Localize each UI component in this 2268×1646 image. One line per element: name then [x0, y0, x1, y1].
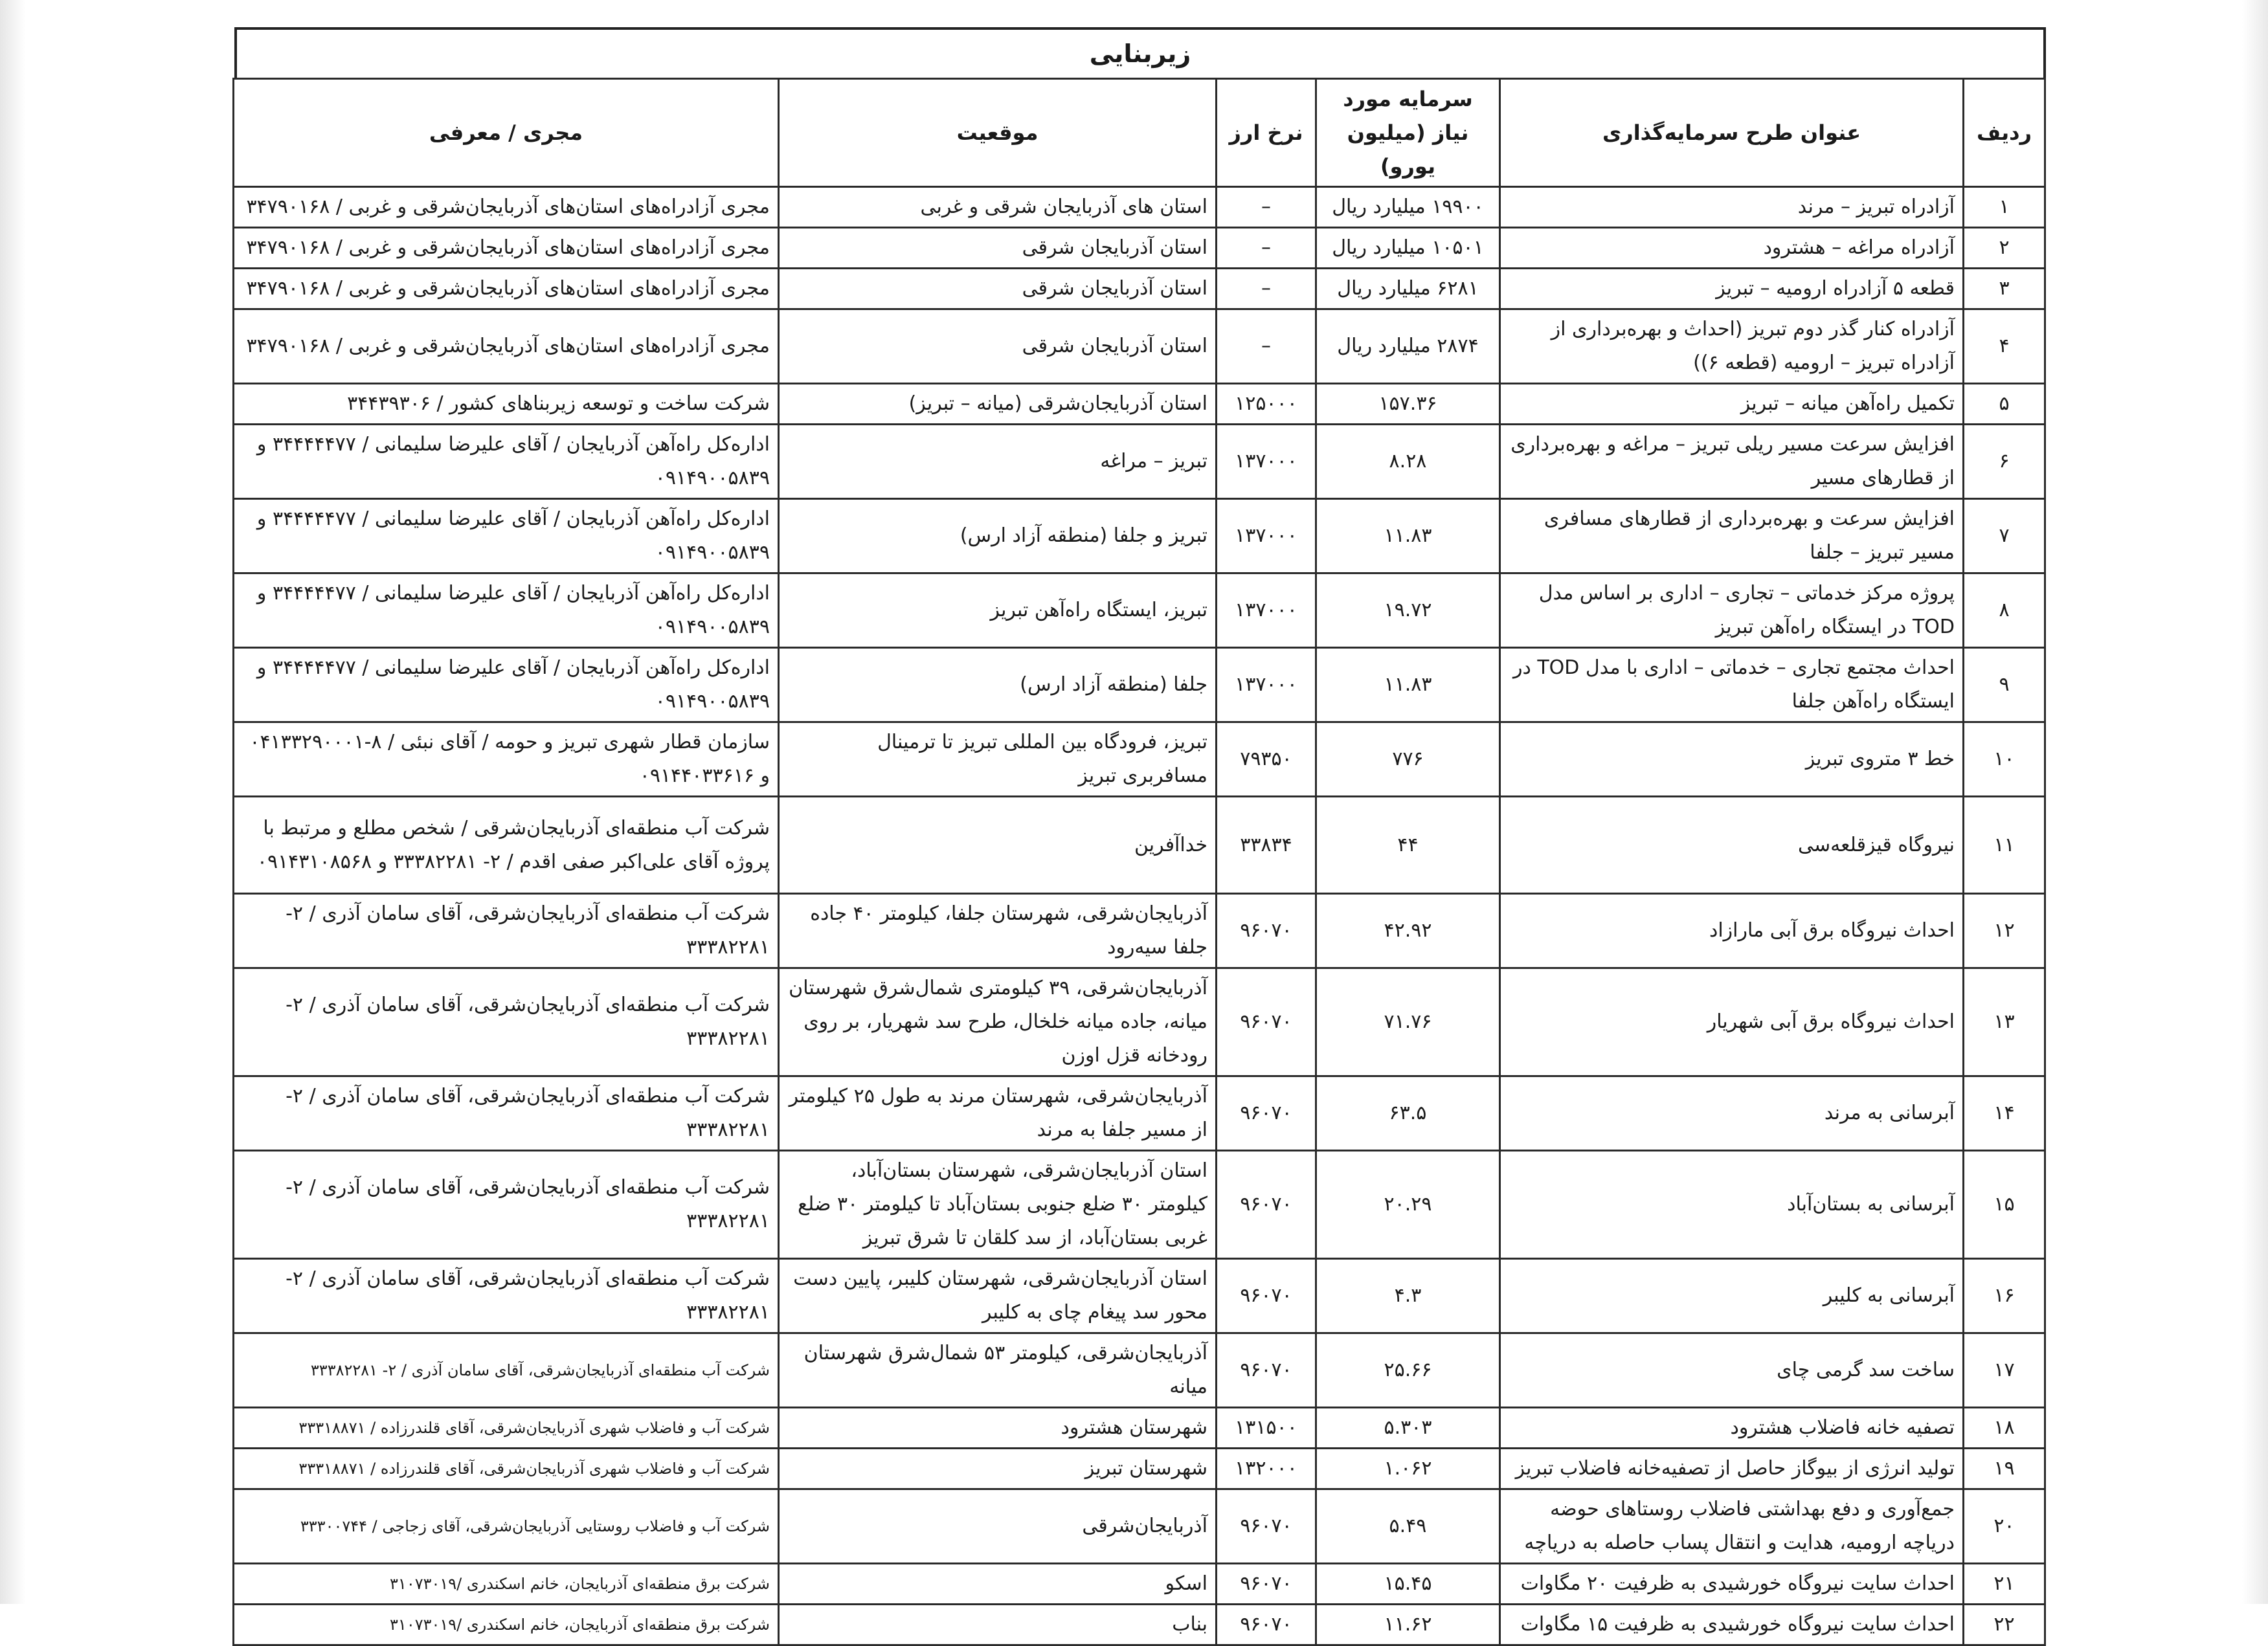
- project-title-cell: تولید انرژی از بیوگاز حاصل از تصفیه‌خانه فاضلاب تبریز: [1500, 1449, 1964, 1489]
- required-capital-cell: ۴۲.۹۲: [1316, 894, 1500, 968]
- table-row: [234, 499, 2045, 573]
- location-cell: اسکو: [779, 1564, 1217, 1605]
- row-number-cell: ۱۶: [1964, 1259, 2045, 1333]
- project-title-cell: افزایش سرعت مسیر ریلی تبریز – مراغه و بهره‌برداری از قطارهای مسیر: [1500, 425, 1964, 499]
- table-row: [234, 1489, 2045, 1564]
- exchange-rate-cell: ۹۶۰۷۰: [1217, 1333, 1316, 1408]
- row-number-cell: ۱۵: [1964, 1151, 2045, 1259]
- header-exchange-rate: نرخ ارز: [1217, 79, 1316, 187]
- required-capital-cell: ۱۵۷.۳۶: [1316, 384, 1500, 425]
- row-number-cell: ۸: [1964, 573, 2045, 648]
- executor-cell: سازمان قطار شهری تبریز و حومه / آقای نبئی / ۸-۰۴۱۳۳۲۹۰۰۰۱ و ۰۹۱۴۴۰۳۳۶۱۶: [234, 722, 779, 797]
- project-title-cell: پروژه مرکز خدماتی – تجاری – اداری بر اساس مدل TOD در ایستگاه راه‌آهن تبریز: [1500, 573, 1964, 648]
- exchange-rate-cell: ۹۶۰۷۰: [1217, 1605, 1316, 1645]
- project-title-cell: آزادراه کنار گذر دوم تبریز (احداث و بهره‌برداری از آزادراه تبریز – ارومیه (قطعه ۶)): [1500, 309, 1964, 384]
- location-cell: استان آذربایجان شرقی: [779, 269, 1217, 309]
- row-number-cell: ۱۸: [1964, 1408, 2045, 1449]
- project-title-cell: خط ۳ متروی تبریز: [1500, 722, 1964, 797]
- row-number-cell: ۱۷: [1964, 1333, 2045, 1408]
- project-title-cell: آبرسانی به کلیبر: [1500, 1259, 1964, 1333]
- executor-cell: شرکت برق منطقه‌ای آذربایجان، خانم اسکندری /۳۱۰۷۳۰۱۹: [234, 1564, 779, 1605]
- required-capital-cell: ۱۹۹۰۰ میلیارد ریال: [1316, 187, 1500, 228]
- exchange-rate-cell: ۹۶۰۷۰: [1217, 968, 1316, 1076]
- required-capital-cell: ۱۱.۶۲: [1316, 1605, 1500, 1645]
- location-cell: شهرستان هشترود: [779, 1408, 1217, 1449]
- exchange-rate-cell: ۱۳۲۰۰۰: [1217, 1449, 1316, 1489]
- location-cell: استان آذربایجان شرقی: [779, 228, 1217, 269]
- required-capital-cell: ۲۰.۲۹: [1316, 1151, 1500, 1259]
- table-row: [234, 722, 2045, 797]
- project-title-cell: نیروگاه قیزقلعه‌سی: [1500, 797, 1964, 894]
- location-cell: شهرستان تبریز: [779, 1449, 1217, 1489]
- row-number-cell: ۵: [1964, 384, 2045, 425]
- header-project-title: عنوان طرح سرمایه‌گذاری: [1500, 79, 1964, 187]
- location-cell: تبریز، فرودگاه بین المللی تبریز تا ترمینال مسافربری تبریز: [779, 722, 1217, 797]
- header-executor: مجری / معرفی: [234, 79, 779, 187]
- scan-edge-left: [0, 0, 26, 1604]
- table-header-row: [234, 79, 2045, 187]
- exchange-rate-cell: ۷۹۳۵۰: [1217, 722, 1316, 797]
- project-title-cell: ساخت سد گرمی چای: [1500, 1333, 1964, 1408]
- executor-cell: اداره‌کل راه‌آهن آذربایجان / آقای علیرضا سلیمانی / ۳۴۴۴۴۴۷۷ و ۰۹۱۴۹۰۰۵۸۳۹: [234, 573, 779, 648]
- table-row: [234, 1408, 2045, 1449]
- required-capital-cell: ۴.۳: [1316, 1259, 1500, 1333]
- section-title: زیربنایی: [234, 27, 2046, 78]
- table-row: [234, 968, 2045, 1076]
- required-capital-cell: ۱۱.۸۳: [1316, 648, 1500, 722]
- table-row: [234, 573, 2045, 648]
- required-capital-cell: ۱۵.۴۵: [1316, 1564, 1500, 1605]
- executor-cell: شرکت آب منطقه‌ای آذربایجان‌شرقی / شخص مطلع و مرتبط با پروژه آقای علی‌اکبر صفی اقدم / ۲- ۳۳۳۸۲۲۸۱ و ۰۹۱۴۳۱۰۸۵۶۸: [234, 797, 779, 894]
- required-capital-cell: ۶۳.۵: [1316, 1076, 1500, 1151]
- row-number-cell: ۲۲: [1964, 1605, 2045, 1645]
- location-cell: استان آذربایجان‌شرقی، شهرستان کلیبر، پایین دست محور سد پیغام چای به کلیبر: [779, 1259, 1217, 1333]
- project-title-cell: آبرسانی به بستان‌آباد: [1500, 1151, 1964, 1259]
- investment-table: [232, 78, 2046, 1646]
- project-title-cell: احداث مجتمع تجاری – خدماتی – اداری با مدل TOD در ایستگاه راه‌آهن جلفا: [1500, 648, 1964, 722]
- scan-edge-right: [2242, 0, 2268, 1604]
- location-cell: آذربایجان‌شرقی، شهرستان مرند به طول ۲۵ کیلومتر از مسیر جلفا به مرند: [779, 1076, 1217, 1151]
- executor-cell: شرکت آب و فاضلاب روستایی آذربایجان‌شرقی، آقای زجاجی / ۳۳۳۰۰۷۴۴: [234, 1489, 779, 1564]
- table-row: [234, 1333, 2045, 1408]
- exchange-rate-cell: ۱۳۷۰۰۰: [1217, 499, 1316, 573]
- required-capital-cell: ۲۵.۶۶: [1316, 1333, 1500, 1408]
- table-row: [234, 228, 2045, 269]
- exchange-rate-cell: –: [1217, 228, 1316, 269]
- executor-cell: شرکت آب منطقه‌ای آذربایجان‌شرقی، آقای سامان آذری / ۲- ۳۳۳۸۲۲۸۱: [234, 1076, 779, 1151]
- location-cell: آذربایجان‌شرقی، شهرستان جلفا، کیلومتر ۴۰ جاده جلفا سیه‌رود: [779, 894, 1217, 968]
- executor-cell: شرکت آب منطقه‌ای آذربایجان‌شرقی، آقای سامان آذری / ۲- ۳۳۳۸۲۲۸۱: [234, 894, 779, 968]
- project-title-cell: احداث سایت نیروگاه خورشیدی به ظرفیت ۲۰ مگاوات: [1500, 1564, 1964, 1605]
- location-cell: استان آذربایجان‌شرقی (میانه – تبریز): [779, 384, 1217, 425]
- exchange-rate-cell: ۹۶۰۷۰: [1217, 1489, 1316, 1564]
- table-row: [234, 1076, 2045, 1151]
- table-row: [234, 797, 2045, 894]
- required-capital-cell: ۲۸۷۴ میلیارد ریال: [1316, 309, 1500, 384]
- row-number-cell: ۲۱: [1964, 1564, 2045, 1605]
- location-cell: خداآفرین: [779, 797, 1217, 894]
- exchange-rate-cell: ۹۶۰۷۰: [1217, 1259, 1316, 1333]
- executor-cell: شرکت آب و فاضلاب شهری آذربایجان‌شرقی، آقای قلندرزاده / ۳۳۳۱۸۸۷۱: [234, 1408, 779, 1449]
- location-cell: آذربایجان‌شرقی، کیلومتر ۵۳ شمال‌شرق شهرستان میانه: [779, 1333, 1217, 1408]
- row-number-cell: ۳: [1964, 269, 2045, 309]
- project-title-cell: تکمیل راه‌آهن میانه – تبریز: [1500, 384, 1964, 425]
- exchange-rate-cell: ۹۶۰۷۰: [1217, 894, 1316, 968]
- required-capital-cell: ۱۱.۸۳: [1316, 499, 1500, 573]
- location-cell: استان های آذربایجان شرقی و غربی: [779, 187, 1217, 228]
- project-title-cell: آزادراه تبریز – مرند: [1500, 187, 1964, 228]
- location-cell: بناب: [779, 1605, 1217, 1645]
- location-cell: استان آذربایجان شرقی: [779, 309, 1217, 384]
- header-required-capital: سرمایه مورد نیاز (میلیون یورو): [1316, 79, 1500, 187]
- executor-cell: اداره‌کل راه‌آهن آذربایجان / آقای علیرضا سلیمانی / ۳۴۴۴۴۴۷۷ و ۰۹۱۴۹۰۰۵۸۳۹: [234, 499, 779, 573]
- table-row: [234, 187, 2045, 228]
- row-number-cell: ۱۰: [1964, 722, 2045, 797]
- row-number-cell: ۹: [1964, 648, 2045, 722]
- executor-cell: مجری آزادراه‌های استان‌های آذربایجان‌شرقی و غربی / ۳۴۷۹۰۱۶۸: [234, 269, 779, 309]
- exchange-rate-cell: –: [1217, 269, 1316, 309]
- location-cell: استان آذربایجان‌شرقی، شهرستان بستان‌آباد، کیلومتر ۳۰ ضلع جنوبی بستان‌آباد تا کیلومتر ۳۰ ضلع غربی بستان‌آباد، از سد کلقان تا شرق تبریز: [779, 1151, 1217, 1259]
- exchange-rate-cell: ۳۳۸۳۴: [1217, 797, 1316, 894]
- executor-cell: شرکت ساخت و توسعه زیربناهای کشور / ۳۴۴۳۹۳۰۶: [234, 384, 779, 425]
- exchange-rate-cell: ۱۲۵۰۰۰: [1217, 384, 1316, 425]
- project-title-cell: آبرسانی به مرند: [1500, 1076, 1964, 1151]
- exchange-rate-cell: –: [1217, 309, 1316, 384]
- exchange-rate-cell: ۱۳۱۵۰۰: [1217, 1408, 1316, 1449]
- required-capital-cell: ۶۲۸۱ میلیارد ریال: [1316, 269, 1500, 309]
- required-capital-cell: ۱۹.۷۲: [1316, 573, 1500, 648]
- row-number-cell: ۲۰: [1964, 1489, 2045, 1564]
- row-number-cell: ۱: [1964, 187, 2045, 228]
- row-number-cell: ۱۳: [1964, 968, 2045, 1076]
- exchange-rate-cell: ۱۳۷۰۰۰: [1217, 648, 1316, 722]
- row-number-cell: ۱۲: [1964, 894, 2045, 968]
- row-number-cell: ۷: [1964, 499, 2045, 573]
- table-body: [234, 187, 2045, 1645]
- row-number-cell: ۴: [1964, 309, 2045, 384]
- required-capital-cell: ۷۷۶: [1316, 722, 1500, 797]
- location-cell: تبریز و جلفا (منطقه آزاد ارس): [779, 499, 1217, 573]
- project-title-cell: افزایش سرعت و بهره‌برداری از قطارهای مسافری مسیر تبریز – جلفا: [1500, 499, 1964, 573]
- executor-cell: شرکت آب و فاضلاب شهری آذربایجان‌شرقی، آقای قلندرزاده / ۳۳۳۱۸۸۷۱: [234, 1449, 779, 1489]
- exchange-rate-cell: ۱۳۷۰۰۰: [1217, 425, 1316, 499]
- required-capital-cell: ۴۴: [1316, 797, 1500, 894]
- project-title-cell: احداث نیروگاه برق آبی شهریار: [1500, 968, 1964, 1076]
- table-row: [234, 894, 2045, 968]
- table-row: [234, 1564, 2045, 1605]
- table-row: [234, 309, 2045, 384]
- exchange-rate-cell: ۱۳۷۰۰۰: [1217, 573, 1316, 648]
- project-title-cell: احداث نیروگاه برق آبی مارازاد: [1500, 894, 1964, 968]
- required-capital-cell: ۸.۲۸: [1316, 425, 1500, 499]
- project-title-cell: جمع‌آوری و دفع بهداشتی فاضلاب روستاهای حوضه دریاچه ارومیه، هدایت و انتقال پساب حاصله به دریاچه: [1500, 1489, 1964, 1564]
- location-cell: آذربایجان‌شرقی، ۳۹ کیلومتری شمال‌شرق شهرستان میانه، جاده میانه خلخال، طرح سد شهریار، بر روی رودخانه قزل اوزن: [779, 968, 1217, 1076]
- row-number-cell: ۲: [1964, 228, 2045, 269]
- row-number-cell: ۶: [1964, 425, 2045, 499]
- header-row-number: ردیف: [1964, 79, 2045, 187]
- table-row: [234, 384, 2045, 425]
- required-capital-cell: ۱۰۵۰۱ میلیارد ریال: [1316, 228, 1500, 269]
- location-cell: جلفا (منطقه آزاد ارس): [779, 648, 1217, 722]
- required-capital-cell: ۷۱.۷۶: [1316, 968, 1500, 1076]
- exchange-rate-cell: ۹۶۰۷۰: [1217, 1564, 1316, 1605]
- row-number-cell: ۱۹: [1964, 1449, 2045, 1489]
- project-title-cell: احداث سایت نیروگاه خورشیدی به ظرفیت ۱۵ مگاوات: [1500, 1605, 1964, 1645]
- exchange-rate-cell: –: [1217, 187, 1316, 228]
- location-cell: آذربایجان‌شرقی: [779, 1489, 1217, 1564]
- row-number-cell: ۱۱: [1964, 797, 2045, 894]
- table-row: [234, 1259, 2045, 1333]
- executor-cell: مجری آزادراه‌های استان‌های آذربایجان‌شرقی و غربی / ۳۴۷۹۰۱۶۸: [234, 309, 779, 384]
- exchange-rate-cell: ۹۶۰۷۰: [1217, 1076, 1316, 1151]
- executor-cell: اداره‌کل راه‌آهن آذربایجان / آقای علیرضا سلیمانی / ۳۴۴۴۴۴۷۷ و ۰۹۱۴۹۰۰۵۸۳۹: [234, 425, 779, 499]
- header-location: موقعیت: [779, 79, 1217, 187]
- required-capital-cell: ۵.۴۹: [1316, 1489, 1500, 1564]
- table-row: [234, 648, 2045, 722]
- executor-cell: شرکت آب منطقه‌ای آذربایجان‌شرقی، آقای سامان آذری / ۲- ۳۳۳۸۲۲۸۱: [234, 1259, 779, 1333]
- executor-cell: شرکت آب منطقه‌ای آذربایجان‌شرقی، آقای سامان آذری / ۲- ۳۳۳۸۲۲۸۱: [234, 1333, 779, 1408]
- table-row: [234, 269, 2045, 309]
- row-number-cell: ۱۴: [1964, 1076, 2045, 1151]
- executor-cell: مجری آزادراه‌های استان‌های آذربایجان‌شرقی و غربی / ۳۴۷۹۰۱۶۸: [234, 187, 779, 228]
- document-sheet: [234, 27, 2046, 1636]
- location-cell: تبریز، ایستگاه راه‌آهن تبریز: [779, 573, 1217, 648]
- table-row: [234, 1151, 2045, 1259]
- project-title-cell: آزادراه مراغه – هشترود: [1500, 228, 1964, 269]
- executor-cell: اداره‌کل راه‌آهن آذربایجان / آقای علیرضا سلیمانی / ۳۴۴۴۴۴۷۷ و ۰۹۱۴۹۰۰۵۸۳۹: [234, 648, 779, 722]
- table-row: [234, 1605, 2045, 1645]
- table-row: [234, 425, 2045, 499]
- executor-cell: شرکت آب منطقه‌ای آذربایجان‌شرقی، آقای سامان آذری / ۲- ۳۳۳۸۲۲۸۱: [234, 968, 779, 1076]
- required-capital-cell: ۱.۰۶۲: [1316, 1449, 1500, 1489]
- table-row: [234, 1449, 2045, 1489]
- exchange-rate-cell: ۹۶۰۷۰: [1217, 1151, 1316, 1259]
- location-cell: تبریز – مراغه: [779, 425, 1217, 499]
- project-title-cell: قطعه ۵ آزادراه ارومیه – تبریز: [1500, 269, 1964, 309]
- project-title-cell: تصفیه خانه فاضلاب هشترود: [1500, 1408, 1964, 1449]
- executor-cell: شرکت برق منطقه‌ای آذربایجان، خانم اسکندری /۳۱۰۷۳۰۱۹: [234, 1605, 779, 1645]
- executor-cell: شرکت آب منطقه‌ای آذربایجان‌شرقی، آقای سامان آذری / ۲- ۳۳۳۸۲۲۸۱: [234, 1151, 779, 1259]
- executor-cell: مجری آزادراه‌های استان‌های آذربایجان‌شرقی و غربی / ۳۴۷۹۰۱۶۸: [234, 228, 779, 269]
- required-capital-cell: ۵.۳۰۳: [1316, 1408, 1500, 1449]
